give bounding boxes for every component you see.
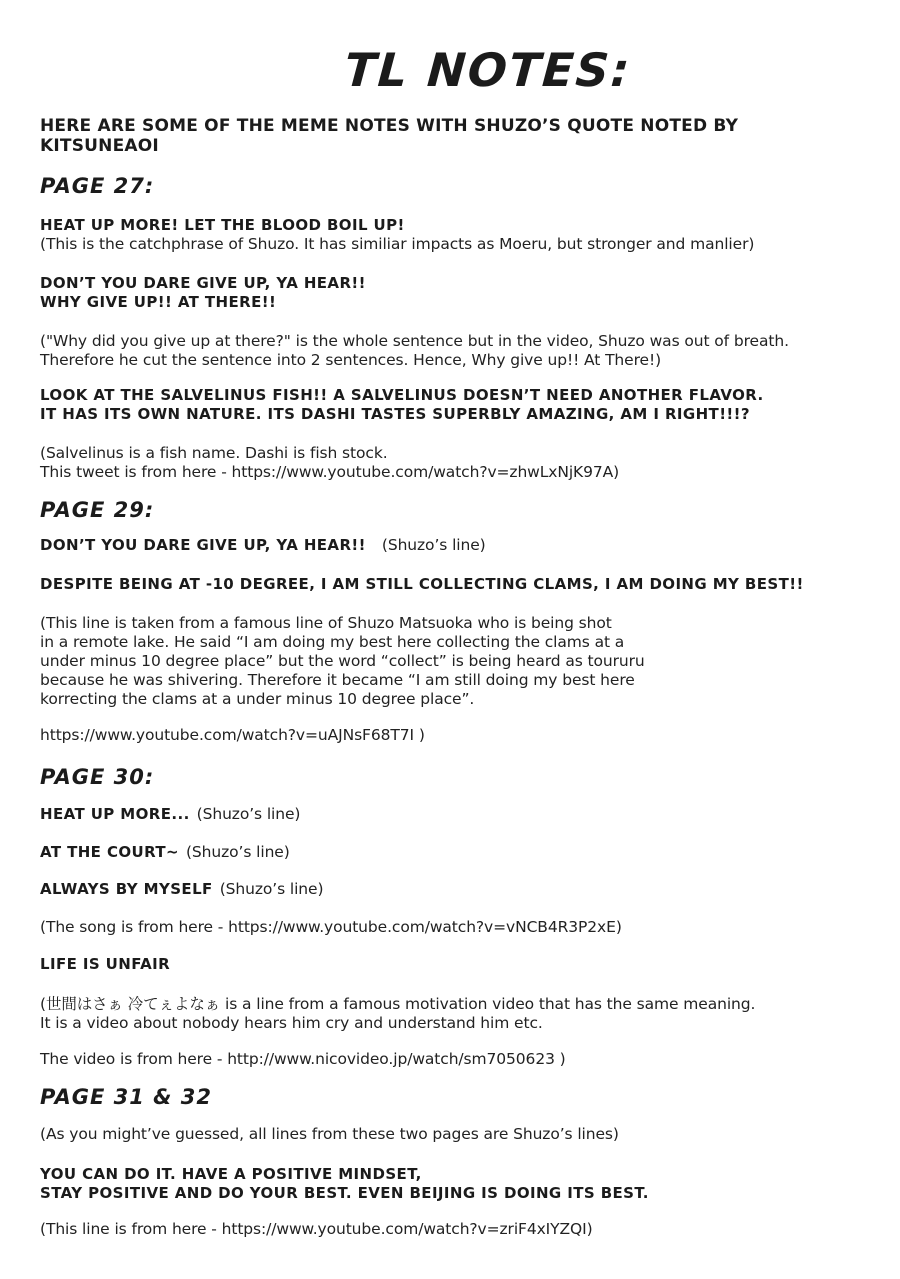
quote-line: WHY GIVE UP!! AT THERE!! <box>40 293 277 311</box>
quote-line: LOOK AT THE SALVELINUS FISH!! A SALVELINUS DOESN’T NEED ANOTHER FLAVOR. <box>40 386 764 404</box>
quote-heat-up-2 <box>40 805 862 824</box>
quote-text: ALWAYS BY MYSELF <box>40 880 213 898</box>
shuzo-line-tag: (Shuzo’s line) <box>196 805 301 823</box>
page-29-header: PAGE 29: <box>40 498 155 522</box>
quote-line: YOU CAN DO IT. HAVE A POSITIVE MINDSET, <box>40 1165 422 1183</box>
note-line: ("Why did you give up at there?" is the whole sentence but in the video, Shuzo was out of breath. <box>40 332 789 350</box>
url-text: (This line is from here - https://www.youtube.com/watch?v=zriF4xIYZQI) <box>40 1220 593 1238</box>
quote-line: DON’T YOU DARE GIVE UP, YA HEAR!! <box>40 274 366 292</box>
url-text: https://www.youtube.com/watch?v=uAJNsF68T7I ) <box>40 726 425 744</box>
quote-text: AT THE COURT~ <box>40 843 179 861</box>
note-line: Therefore he cut the sentence into 2 sentences. Hence, Why give up!! At There!) <box>40 351 662 369</box>
note-nicovideo-url <box>40 1050 862 1069</box>
quote-at-the-court <box>40 843 862 862</box>
quote-line: STAY POSITIVE AND DO YOUR BEST. EVEN BEIJING IS DOING ITS BEST. <box>40 1184 649 1202</box>
note-guessed <box>40 1125 862 1144</box>
note-line: in a remote lake. He said “I am doing my best here collecting the clams at a <box>40 633 625 651</box>
note-clams <box>40 614 862 709</box>
quote-life-is-unfair <box>40 955 862 974</box>
intro-line: HERE ARE SOME OF THE MEME NOTES WITH SHUZO’S QUOTE NOTED BY KITSUNEAOI <box>40 116 739 156</box>
note-line: (As you might’ve guessed, all lines from these two pages are Shuzo’s lines) <box>40 1125 619 1143</box>
quote-clams <box>40 575 862 594</box>
quote-dont-give-up-2 <box>40 536 862 555</box>
note-line: (This is the catchphrase of Shuzo. It has similiar impacts as Moeru, but stronger and manlier) <box>40 235 755 253</box>
note-line: (Salvelinus is a fish name. Dashi is fish stock. <box>40 444 388 462</box>
note-salvelinus <box>40 444 862 482</box>
shuzo-line-tag: (Shuzo’s line) <box>381 536 486 554</box>
note-life-is-unfair <box>40 995 862 1033</box>
note-line: This tweet is from here - https://www.youtube.com/watch?v=zhwLxNjK97A) <box>40 463 620 481</box>
shuzo-line-tag: (Shuzo’s line) <box>185 843 290 861</box>
quote-line: DESPITE BEING AT -10 DEGREE, I AM STILL COLLECTING CLAMS, I AM DOING MY BEST!! <box>40 575 804 593</box>
quote-positive <box>40 1165 862 1203</box>
note-line: under minus 10 degree place” but the word “collect” is being heard as toururu <box>40 652 645 670</box>
url-text: The video is from here - http://www.nicovideo.jp/watch/sm7050623 ) <box>40 1050 566 1068</box>
note-line: korrecting the clams at a under minus 10 degree place”. <box>40 690 475 708</box>
note-positive-url <box>40 1220 862 1239</box>
quote-text: HEAT UP MORE... <box>40 805 190 823</box>
note-line: It is a video about nobody hears him cry and understand him etc. <box>40 1014 543 1032</box>
page-30-header: PAGE 30: <box>40 765 155 789</box>
url-text: (The song is from here - https://www.youtube.com/watch?v=vNCB4R3P2xE) <box>40 918 622 936</box>
quote-line: IT HAS ITS OWN NATURE. ITS DASHI TASTES SUPERBLY AMAZING, AM I RIGHT!!!? <box>40 405 751 423</box>
page-27-header: PAGE 27: <box>40 174 155 198</box>
note-song-url <box>40 918 862 937</box>
quote-heat-up <box>40 216 862 235</box>
note-line: (This line is taken from a famous line of Shuzo Matsuoka who is being shot <box>40 614 612 632</box>
quote-line: LIFE IS UNFAIR <box>40 955 171 973</box>
note-clams-url <box>40 726 862 745</box>
note-dont-give-up <box>40 332 862 370</box>
shuzo-line-tag: (Shuzo’s line) <box>219 880 324 898</box>
quote-line: HEAT UP MORE! LET THE BLOOD BOIL UP! <box>40 216 405 234</box>
page-title: TL NOTES: <box>342 43 634 97</box>
note-line: because he was shivering. Therefore it became “I am still doing my best here <box>40 671 635 689</box>
page-31-32-header: PAGE 31 & 32 <box>40 1085 212 1109</box>
note-line: (世間はさぁ 冷てぇよなぁ is a line from a famous motivation video that has the same meaning. <box>40 995 756 1013</box>
quote-text: DON’T YOU DARE GIVE UP, YA HEAR!! <box>40 536 366 554</box>
note-heat-up <box>40 235 862 254</box>
quote-dont-give-up <box>40 274 862 312</box>
quote-always-by-myself <box>40 880 862 899</box>
quote-salvelinus <box>40 386 862 424</box>
